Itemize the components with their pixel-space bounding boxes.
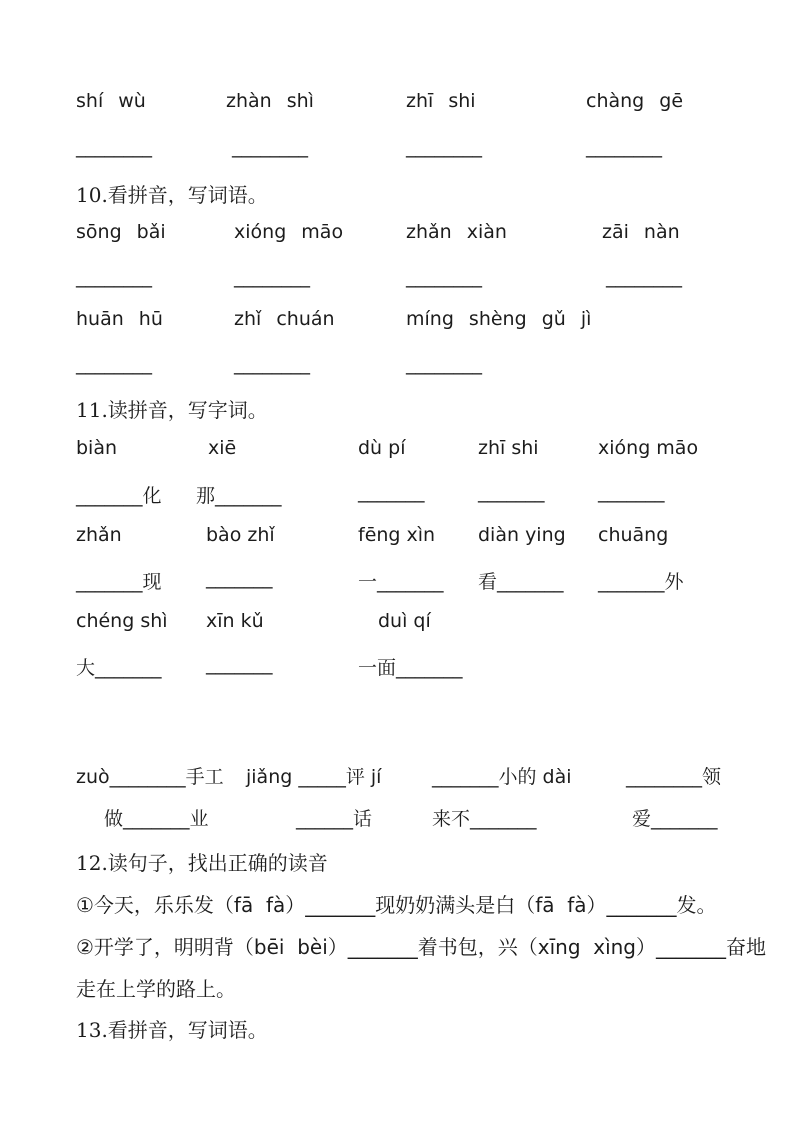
blank-line: ________: [76, 136, 152, 158]
pinyin-row: [0, 90, 793, 120]
heading-row: [0, 1014, 793, 1044]
blank-line: ________: [76, 353, 152, 375]
pinyin-row: [0, 308, 793, 338]
answer-slot: 一_______: [358, 571, 444, 593]
pinyin-word: shí wù: [76, 90, 146, 112]
section-heading-12: 12.读句子，找出正确的读音: [76, 851, 328, 875]
pinyin-word: zāi nàn: [602, 221, 680, 243]
pinyin-word: bào zhǐ: [206, 524, 275, 546]
pinyin-word: duì qí: [378, 610, 431, 632]
pinyin-word: zhī shi: [406, 90, 476, 112]
answer-blank-row: [0, 136, 793, 166]
answer-slot: 爱_______: [632, 808, 718, 830]
pinyin-word: zhī shi: [478, 437, 539, 459]
pinyin-word: diàn ying: [478, 524, 566, 546]
answer-row: [0, 481, 793, 511]
blank-line: ________: [234, 353, 310, 375]
pinyin-word: biàn: [76, 437, 118, 459]
pinyin-word: zhǐ chuán: [234, 308, 335, 330]
answer-slot: zuò________手工: [76, 766, 224, 788]
pinyin-word: zhǎn: [76, 524, 122, 546]
blank-line: ________: [586, 136, 662, 158]
pinyin-word: míng shèng gǔ jì: [406, 308, 592, 330]
blank-line: ________: [406, 266, 482, 288]
answer-slot: 一面_______: [358, 657, 463, 679]
heading-row: [0, 847, 793, 877]
blank-line: ________: [232, 136, 308, 158]
sentence-row: [0, 931, 793, 961]
answer-row: [0, 653, 793, 683]
blank-line: ________: [76, 266, 152, 288]
pinyin-row: [0, 610, 793, 640]
pinyin-word: chuāng: [598, 524, 669, 546]
blank-line: ________: [234, 266, 310, 288]
answer-slot: _______化: [76, 485, 162, 507]
heading-row: [0, 179, 793, 209]
answer-slot: _______现: [76, 571, 162, 593]
answer-blank-row: [0, 266, 793, 296]
pinyin-word: dù pí: [358, 437, 406, 459]
pinyin-row: [0, 221, 793, 251]
answer-slot: ______话: [296, 808, 373, 830]
pinyin-word: xīn kǔ: [206, 610, 264, 632]
answer-slot: _______: [478, 481, 545, 503]
blank-line: ________: [406, 353, 482, 375]
blank-line: ________: [406, 136, 482, 158]
answer-slot: 那_______: [196, 485, 282, 507]
sentence-text: ②开学了，明明背（bēi bèi）_______着书包，兴（xīng xìng）_______奋地: [76, 935, 766, 959]
answer-slot: 来不_______: [432, 808, 537, 830]
pinyin-word: xiē: [208, 437, 237, 459]
pinyin-word: huān hū: [76, 308, 163, 330]
sentence-row: [0, 973, 793, 1003]
pinyin-word: sōng bǎi: [76, 221, 166, 243]
pinyin-word: zhàn shì: [226, 90, 314, 112]
sentence-text: 走在上学的路上。: [76, 977, 236, 1001]
answer-row: [0, 762, 793, 792]
sentence-row: [0, 889, 793, 919]
answer-slot: 做_______业: [104, 808, 209, 830]
answer-row: [0, 804, 793, 834]
answer-slot: _______: [358, 481, 425, 503]
pinyin-word: chàng gē: [586, 90, 684, 112]
answer-slot: _______小的 dài: [432, 766, 572, 788]
answer-slot: ________领: [626, 766, 722, 788]
pinyin-word: xióng māo: [598, 437, 699, 459]
pinyin-word: xióng māo: [234, 221, 344, 243]
answer-slot: 看_______: [478, 571, 564, 593]
answer-slot: _______: [206, 653, 273, 675]
answer-slot: _______外: [598, 571, 684, 593]
section-heading-10: 10.看拼音，写词语。: [76, 183, 268, 207]
answer-slot: _______: [206, 567, 273, 589]
pinyin-row: [0, 437, 793, 467]
sentence-text: ①今天，乐乐发（fā fà）_______现奶奶满头是白（fā fà）_______发。: [76, 893, 717, 917]
pinyin-word: fēng xìn: [358, 524, 436, 546]
answer-blank-row: [0, 353, 793, 383]
heading-row: [0, 394, 793, 424]
answer-slot: _______: [598, 481, 665, 503]
section-heading-11: 11.读拼音，写字词。: [76, 398, 268, 422]
answer-slot: 大_______: [76, 657, 162, 679]
blank-line: ________: [606, 266, 682, 288]
answer-slot: jiǎng _____评 jí: [246, 766, 382, 788]
pinyin-row: [0, 524, 793, 554]
pinyin-word: zhǎn xiàn: [406, 221, 507, 243]
answer-row: [0, 567, 793, 597]
section-heading-13: 13.看拼音，写词语。: [76, 1018, 268, 1042]
pinyin-word: chéng shì: [76, 610, 168, 632]
